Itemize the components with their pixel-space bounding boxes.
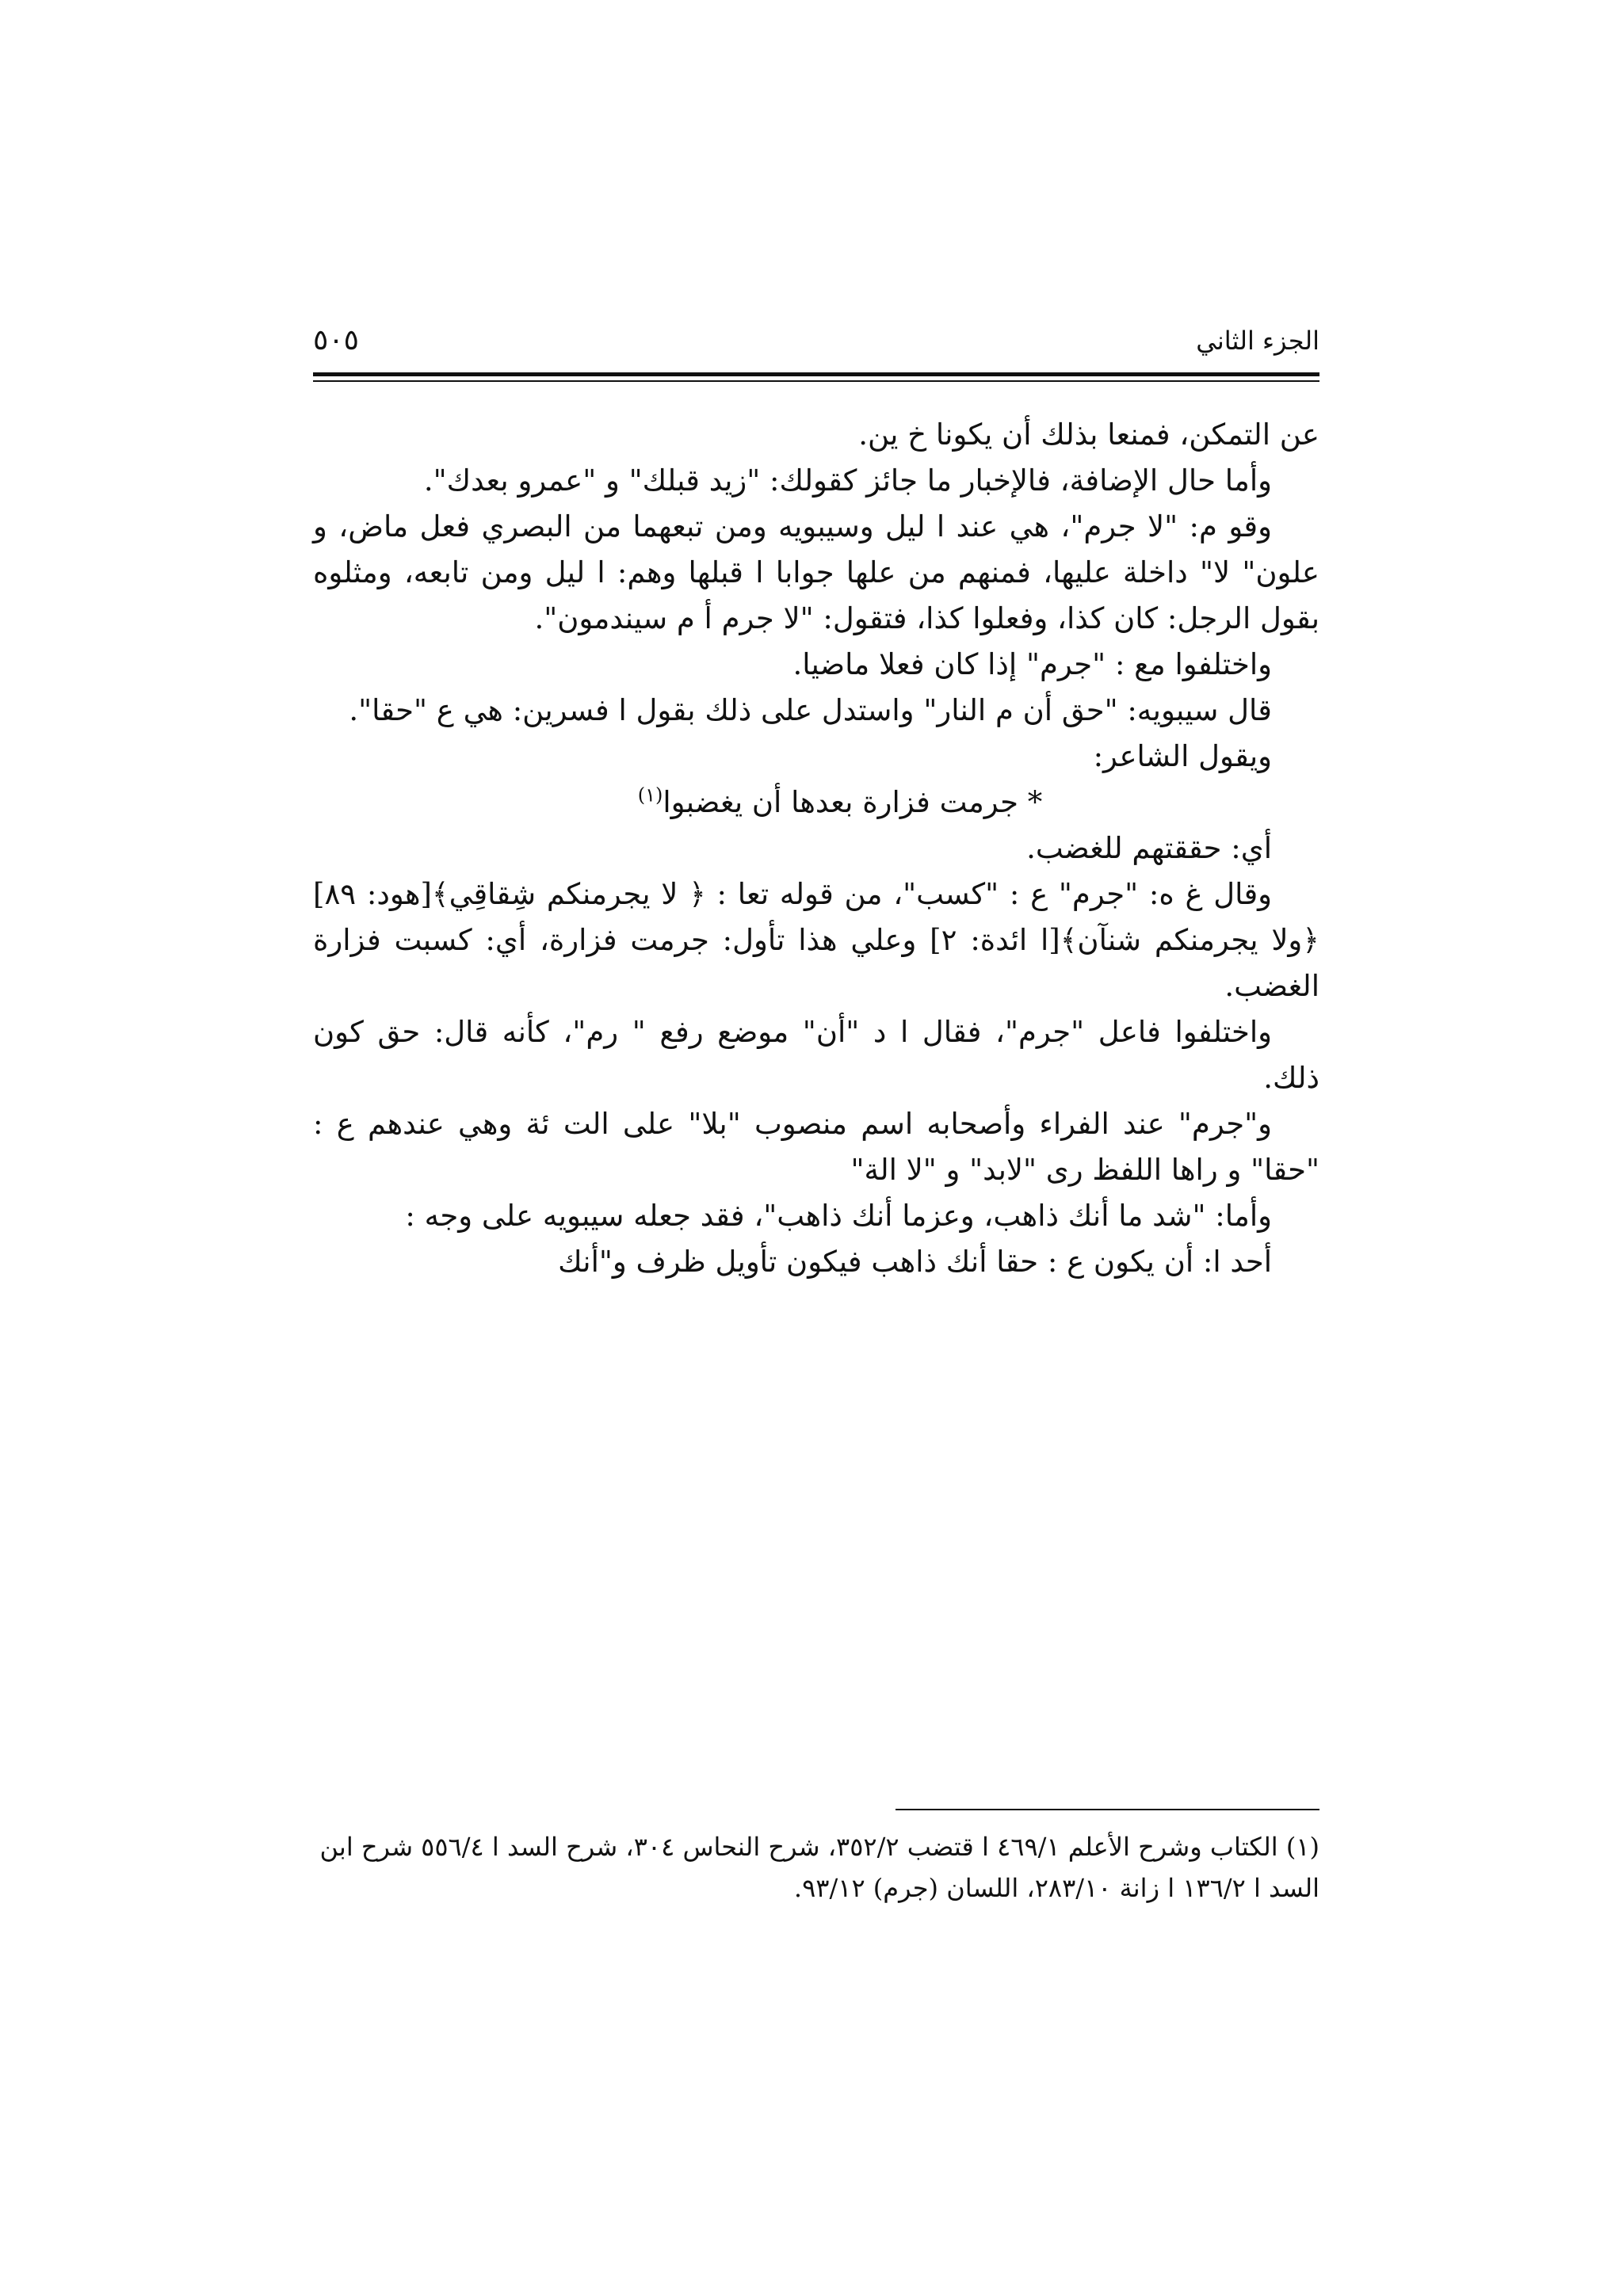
header-rule-thin — [313, 380, 1319, 382]
footnotes — [313, 1826, 1319, 1909]
paragraph: وأما حال الإضافة، فالإخبار ما جائز كقولك: "زيد قبلك" و "عمرو بعدك". — [423, 463, 1272, 498]
paragraph: عن التمكن، فمنعا بذلك أن يكونا خ ين. — [858, 418, 1319, 452]
footnote-reference: (١) — [637, 784, 663, 807]
paragraph: و"جرم" عند الفراء وأصحابه اسم منصوب "بلا" على الت ئة وهي عندهم ع : "حقا" و راها اللفظ رى "لابد" و "لا الة" — [313, 1107, 1319, 1187]
verse-text: * جرمت فزارة بعدها أن يغضبوا — [663, 785, 1043, 819]
paragraph: وأما: "شد ما أنك ذاهب، وعزما أنك ذاهب"، فقد جعله سيبويه على وجه : — [405, 1199, 1272, 1233]
paragraph: أي: حققتهم للغضب. — [1026, 831, 1272, 865]
footnote: (١) الكتاب وشرح الأعلم ٤٦٩/١ ا قتضب ٣٥٢/٢، شرح النحاس ٣٠٤، شرح السد ا ٥٥٦/٤ شرح ابن السد ا ١٣٦/٢ ا زانة ٢٨٣/١٠، اللسان (جرم) ٩٣/١٢. — [319, 1832, 1319, 1903]
paragraph: واختلفوا فاعل "جرم"، فقال ا د "أن" موضع رفع " رم"، كأنه قال: حق كون ذلك. — [313, 1015, 1319, 1095]
paragraph: واختلفوا مع : "جرم" إذا كان فعلا ماضيا. — [792, 647, 1272, 681]
page-number: ٥٠٥ — [313, 324, 360, 357]
paragraph: وقال غ ه: "جرم" ع : "كسب"، من قوله تعا : ﴿ لا يجرمنكم شِقاقِي﴾[هود: ٨٩] ﴿ولا يجرمنكم شنآن﴾[ا ائدة: ٢] وعلي هذا تأول: جرمت فزارة، أي: كسبت فزارة الغضب. — [313, 877, 1319, 1003]
main-text — [313, 412, 1319, 1285]
paragraph: قال سيبويه: "حق أن م النار" واستدل على ذلك بقول ا فسرين: هي ع "حقا". — [349, 693, 1272, 727]
paragraph: ويقول الشاعر: — [1093, 739, 1272, 773]
running-title: الجزء الثاني — [1196, 326, 1319, 356]
paragraph: وقو م: "لا جرم"، هي عند ا ليل وسيبويه ومن تبعهما من البصري فعل ماض، و علون" لا" داخلة عليها، فمنهم من علها جوابا ا قبلها وهم: ا ليل ومن تابعه، ومثلوه بقول الرجل: كان كذا، وفعلوا كذا، فتقول: "لا جرم أ م سيندمون". — [313, 509, 1319, 635]
header-rule-thick — [313, 372, 1319, 376]
paragraph: أحد ا: أن يكون ع : حقا أنك ذاهب فيكون تأويل ظرف و"أنك — [558, 1245, 1272, 1279]
footnote-separator — [896, 1809, 1319, 1810]
page-header — [313, 321, 1319, 372]
poetry-verse — [313, 780, 1319, 826]
